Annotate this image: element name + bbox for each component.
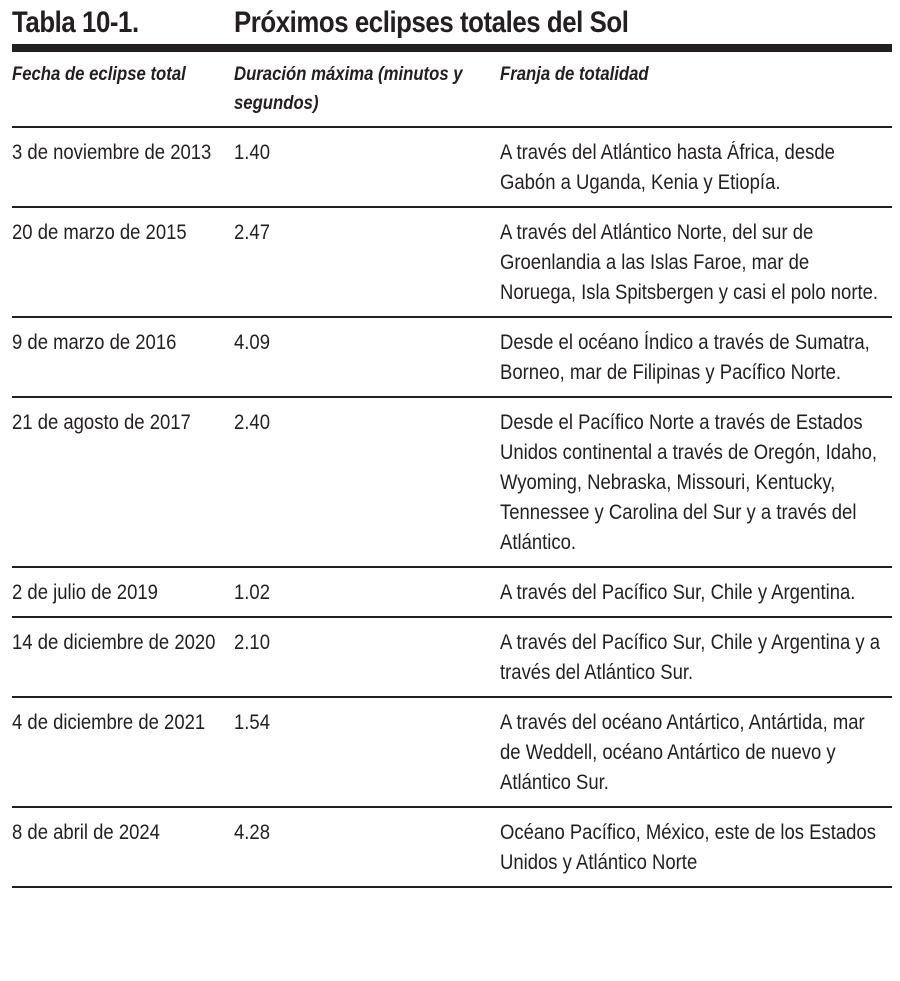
table-number: Tabla 10-1. bbox=[12, 6, 139, 39]
cell-path: Desde el Pacífico Norte a través de Estados Unidos continental a través de Oregón, Idaho, Wyoming, Nebraska, Missouri, Kentucky, Tennessee y Carolina del Sur y a través del Atlántico. bbox=[500, 411, 878, 554]
cell-path: A través del océano Antártico, Antártida, mar de Weddell, océano Antártico de nuevo y Atlántico Sur. bbox=[500, 711, 865, 794]
table-title: Próximos eclipses totales del Sol bbox=[234, 6, 629, 39]
cell-duration: 1.54 bbox=[234, 711, 270, 734]
table-row bbox=[12, 397, 892, 567]
cell-duration: 2.40 bbox=[234, 411, 270, 434]
table-row bbox=[12, 807, 892, 887]
cell-duration: 2.10 bbox=[234, 631, 270, 654]
table-title-bar bbox=[12, 0, 892, 52]
table-row bbox=[12, 617, 892, 697]
cell-date: 3 de noviembre de 2013 bbox=[12, 141, 212, 164]
cell-date: 20 de marzo de 2015 bbox=[12, 221, 187, 244]
header-row bbox=[12, 52, 892, 127]
cell-date: 8 de abril de 2024 bbox=[12, 821, 160, 844]
cell-duration: 1.02 bbox=[234, 581, 270, 604]
column-header-date: Fecha de eclipse total bbox=[12, 64, 186, 85]
cell-path: A través del Atlántico Norte, del sur de Groenlandia a las Islas Faroe, mar de Noruega, Isla Spitsbergen y casi el polo norte. bbox=[500, 221, 879, 304]
table-row bbox=[12, 207, 892, 317]
column-header-duration: Duración máxima (minutos y segundos) bbox=[234, 64, 463, 114]
cell-path: Océano Pacífico, México, este de los Estados Unidos y Atlántico Norte bbox=[500, 821, 876, 874]
column-header-path: Franja de totalidad bbox=[500, 64, 649, 85]
table-row bbox=[12, 697, 892, 807]
cell-path: Desde el océano Índico a través de Sumatra, Borneo, mar de Filipinas y Pacífico Norte. bbox=[500, 331, 870, 384]
cell-duration: 4.28 bbox=[234, 821, 270, 844]
cell-path: A través del Pacífico Sur, Chile y Argentina. bbox=[500, 581, 856, 604]
cell-path: A través del Atlántico hasta África, desde Gabón a Uganda, Kenia y Etiopía. bbox=[500, 141, 835, 194]
cell-duration: 4.09 bbox=[234, 331, 270, 354]
eclipse-table bbox=[12, 0, 892, 888]
cell-date: 9 de marzo de 2016 bbox=[12, 331, 177, 354]
cell-date: 2 de julio de 2019 bbox=[12, 581, 158, 604]
cell-date: 14 de diciembre de 2020 bbox=[12, 631, 216, 654]
cell-duration: 1.40 bbox=[234, 141, 270, 164]
table-row bbox=[12, 127, 892, 207]
table-row bbox=[12, 567, 892, 617]
table-row bbox=[12, 317, 892, 397]
cell-date: 21 de agosto de 2017 bbox=[12, 411, 191, 434]
cell-path: A través del Pacífico Sur, Chile y Argentina y a través del Atlántico Sur. bbox=[500, 631, 881, 684]
data-table bbox=[12, 52, 892, 888]
cell-duration: 2.47 bbox=[234, 221, 270, 244]
cell-date: 4 de diciembre de 2021 bbox=[12, 711, 206, 734]
